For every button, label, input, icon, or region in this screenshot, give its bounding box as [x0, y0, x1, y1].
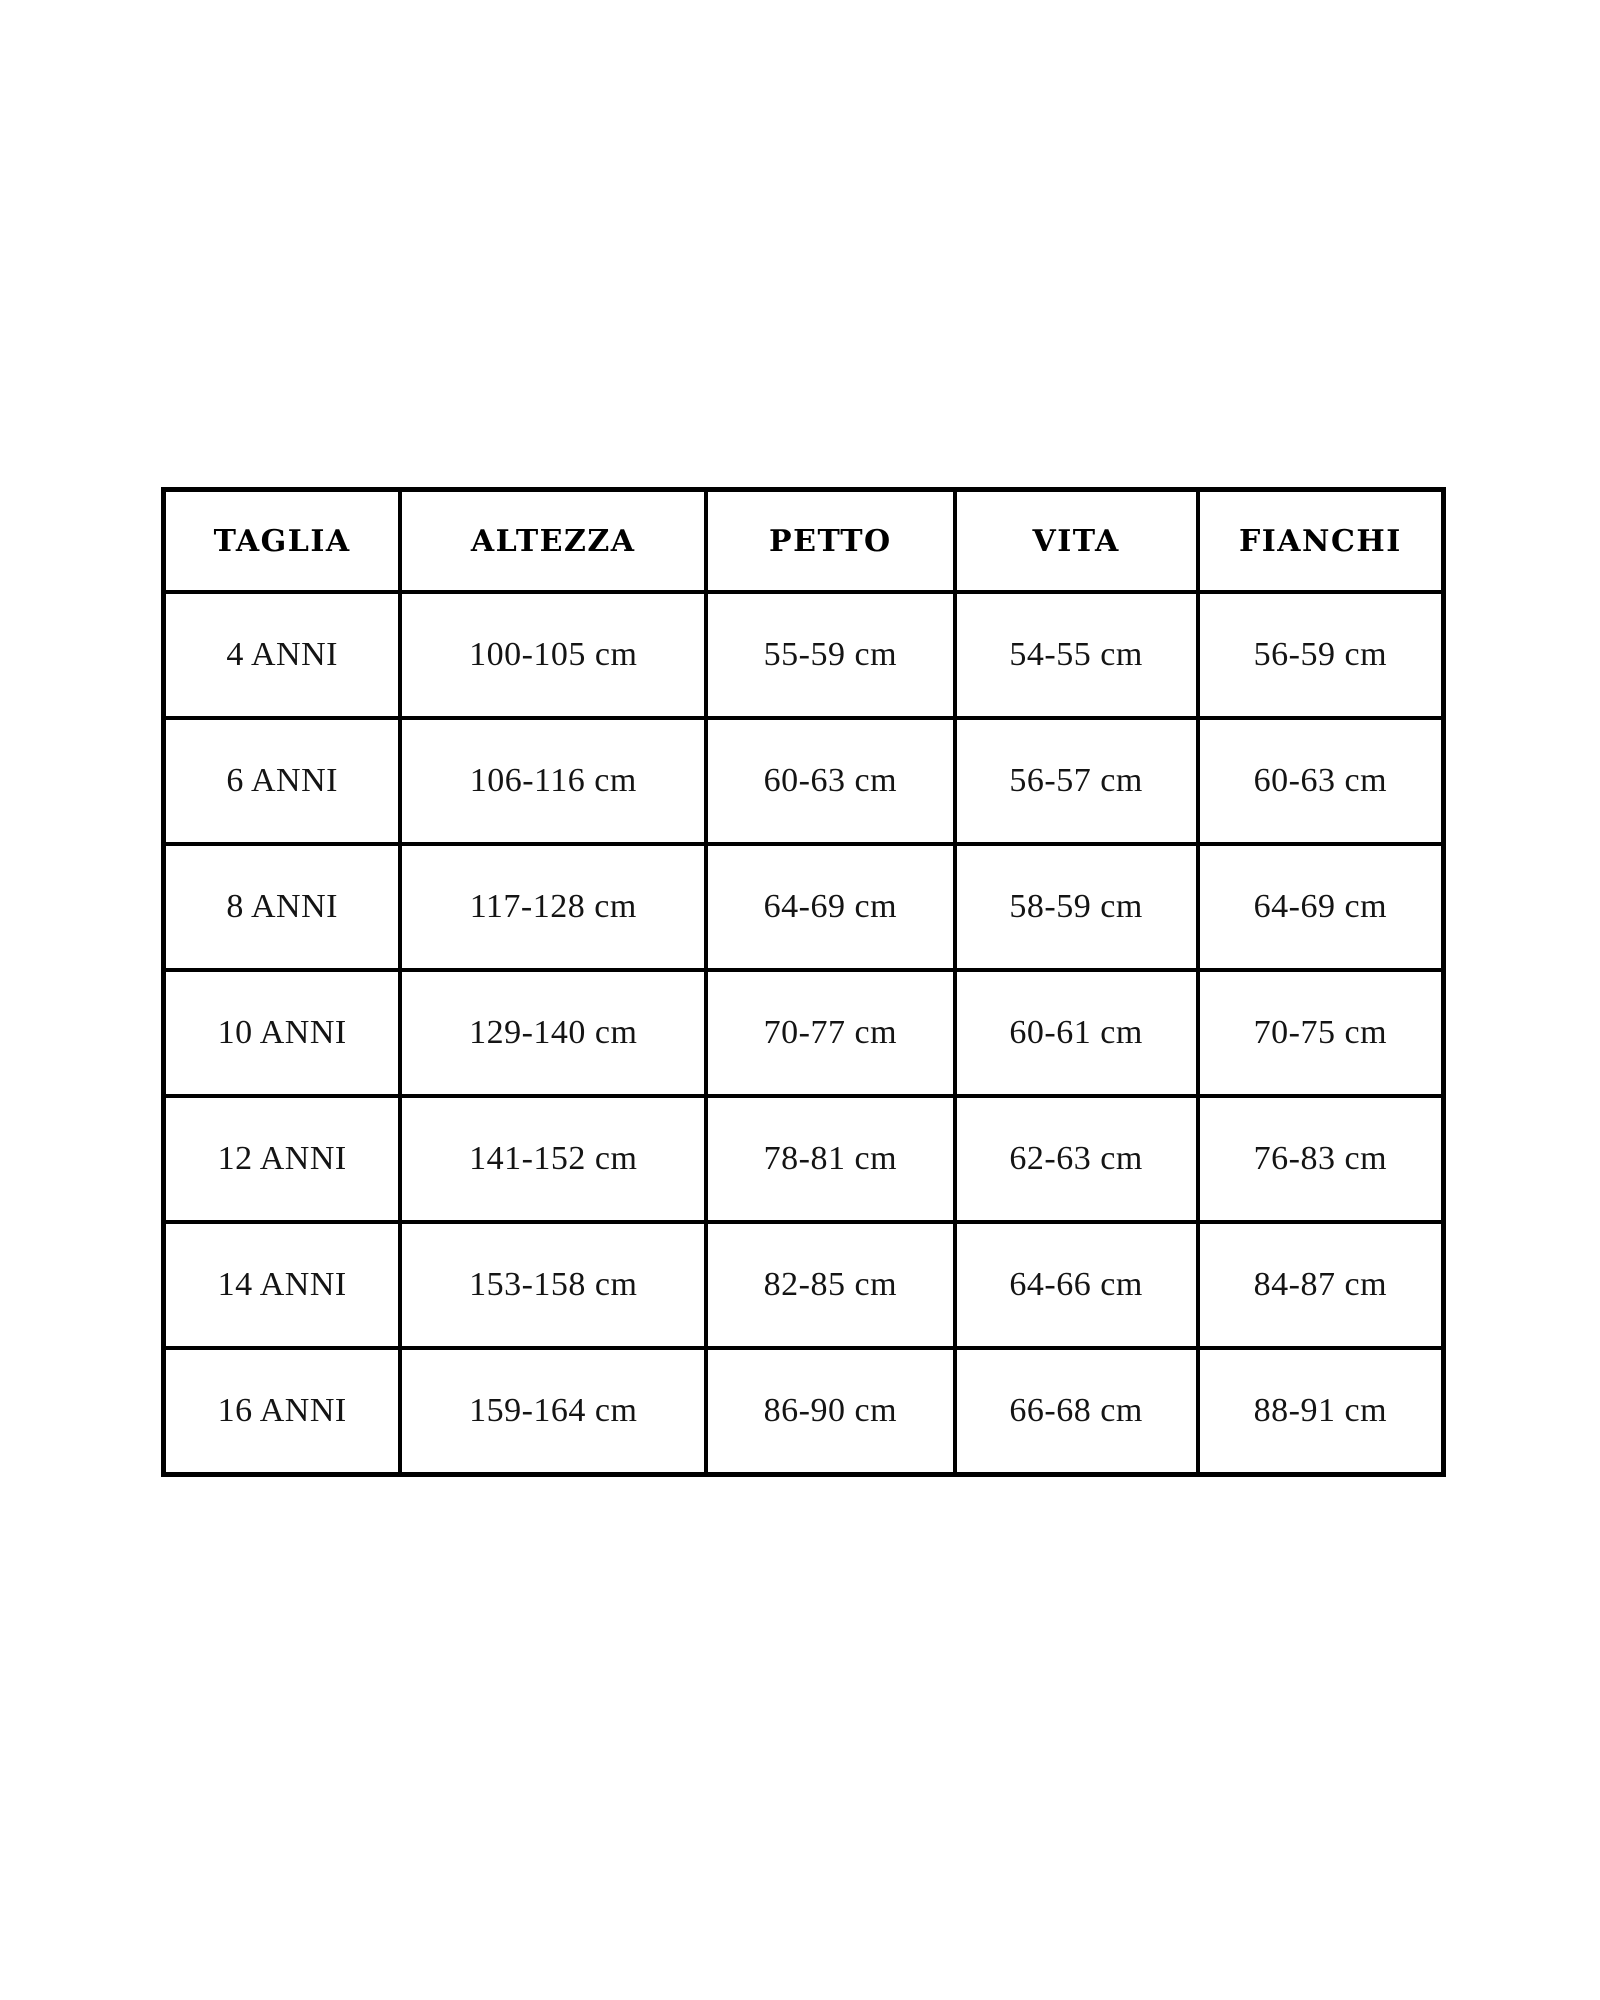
header-vita: VITA	[955, 490, 1198, 593]
table-cell-height: 153-158 cm	[400, 1222, 706, 1348]
table-cell-hips: 84-87 cm	[1198, 1222, 1444, 1348]
table-row	[164, 970, 1444, 1096]
table-row	[164, 718, 1444, 844]
table-cell-waist: 54-55 cm	[955, 592, 1198, 718]
table-row	[164, 1348, 1444, 1475]
table-cell-hips: 88-91 cm	[1198, 1348, 1444, 1475]
table-cell-waist: 64-66 cm	[955, 1222, 1198, 1348]
table-cell-size: 6 ANNI	[164, 718, 401, 844]
size-chart	[161, 487, 1446, 1429]
table-cell-chest: 64-69 cm	[706, 844, 954, 970]
table-cell-waist: 66-68 cm	[955, 1348, 1198, 1475]
table-cell-height: 141-152 cm	[400, 1096, 706, 1222]
table-cell-waist: 58-59 cm	[955, 844, 1198, 970]
table-cell-waist: 62-63 cm	[955, 1096, 1198, 1222]
table-cell-height: 100-105 cm	[400, 592, 706, 718]
table-cell-size: 10 ANNI	[164, 970, 401, 1096]
table-cell-chest: 60-63 cm	[706, 718, 954, 844]
header-row	[164, 490, 1444, 593]
table-cell-height: 117-128 cm	[400, 844, 706, 970]
table-cell-waist: 60-61 cm	[955, 970, 1198, 1096]
header-petto: PETTO	[706, 490, 954, 593]
table-cell-chest: 78-81 cm	[706, 1096, 954, 1222]
table-cell-height: 159-164 cm	[400, 1348, 706, 1475]
header-fianchi: FIANCHI	[1198, 490, 1444, 593]
table-cell-hips: 64-69 cm	[1198, 844, 1444, 970]
table-cell-size: 8 ANNI	[164, 844, 401, 970]
table-cell-size: 16 ANNI	[164, 1348, 401, 1475]
table-cell-waist: 56-57 cm	[955, 718, 1198, 844]
size-chart-table	[161, 487, 1446, 1477]
table-cell-hips: 70-75 cm	[1198, 970, 1444, 1096]
table-cell-height: 106-116 cm	[400, 718, 706, 844]
table-cell-hips: 56-59 cm	[1198, 592, 1444, 718]
table-cell-chest: 55-59 cm	[706, 592, 954, 718]
table-cell-chest: 86-90 cm	[706, 1348, 954, 1475]
table-cell-size: 14 ANNI	[164, 1222, 401, 1348]
table-cell-chest: 82-85 cm	[706, 1222, 954, 1348]
table-cell-height: 129-140 cm	[400, 970, 706, 1096]
table-row	[164, 1096, 1444, 1222]
table-row	[164, 844, 1444, 970]
table-cell-chest: 70-77 cm	[706, 970, 954, 1096]
table-row	[164, 1222, 1444, 1348]
table-cell-hips: 60-63 cm	[1198, 718, 1444, 844]
table-cell-hips: 76-83 cm	[1198, 1096, 1444, 1222]
header-taglia: TAGLIA	[164, 490, 401, 593]
table-cell-size: 12 ANNI	[164, 1096, 401, 1222]
table-row	[164, 592, 1444, 718]
table-cell-size: 4 ANNI	[164, 592, 401, 718]
header-altezza: ALTEZZA	[400, 490, 706, 593]
